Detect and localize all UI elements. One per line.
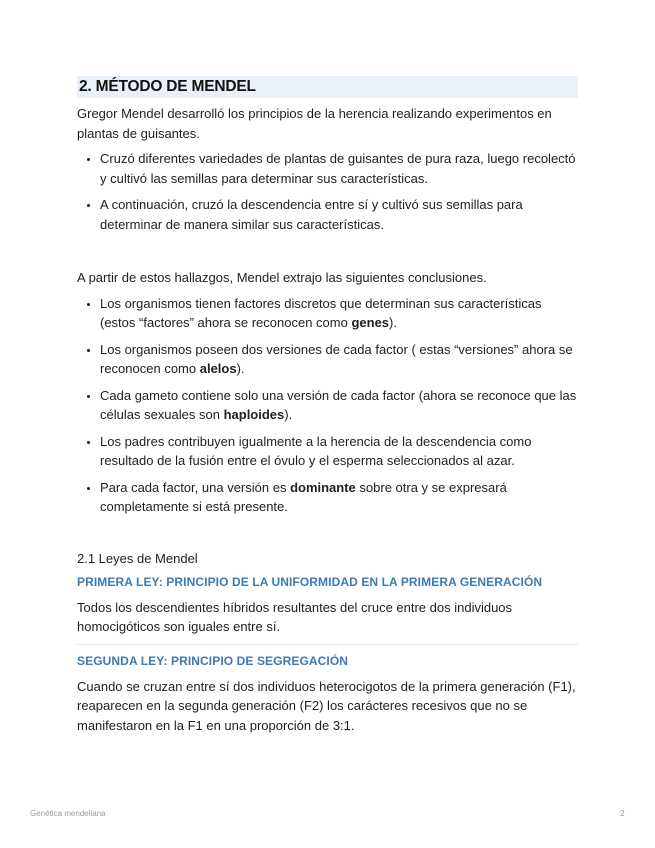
- section-heading: 2. MÉTODO DE MENDEL: [77, 76, 578, 98]
- page-number: 2: [620, 809, 625, 818]
- subsection-title: 2.1 Leyes de Mendel: [77, 550, 198, 566]
- page-content: [77, 76, 578, 742]
- law-text: Cuando se cruzan entre sí dos individuos heterocigotos de la primera generación (F1), reaparecen en la segunda generación (F2) los carácteres recesivos que no se manifestaron en la F1 en una proporción de 3:1.: [77, 678, 576, 733]
- conclusions-list: [77, 294, 578, 517]
- key-term: alelos: [199, 361, 237, 376]
- intro-paragraph: Gregor Mendel desarrolló los principios de la herencia realizando experimentos en plantas de guisantes.: [77, 106, 552, 141]
- steps-list: [77, 149, 578, 234]
- law-title: SEGUNDA LEY: PRINCIPIO DE SEGREGACIÓN: [77, 653, 349, 668]
- list-item: • Para cada factor, una versión es dominante sobre otra y se expresará completamente si está presente.: [100, 478, 578, 517]
- key-term: haploides: [223, 407, 285, 422]
- key-term: dominante: [290, 479, 356, 495]
- list-item: • Los organismos tienen factores discretos que determinan sus características (estos “factores” ahora se reconocen como genes).: [100, 294, 578, 333]
- list-item: • Los organismos poseen dos versiones de cada factor ( estas “versiones” ahora se reconocen como alelos).: [100, 340, 578, 379]
- list-item: • A continuación, cruzó la descendencia entre sí y cultivó sus semillas para determinar de manera similar sus características.: [100, 195, 578, 234]
- divider: [77, 644, 578, 645]
- list-item: • Cada gameto contiene solo una versión de cada factor (ahora se reconoce que las células sexuales son haploides).: [100, 386, 578, 425]
- law-title: PRIMERA LEY: PRINCIPIO DE LA UNIFORMIDAD EN LA PRIMERA GENERACIÓN: [77, 574, 543, 589]
- list-item: • Los padres contribuyen igualmente a la herencia de la descendencia como resultado de la fusión entre el óvulo y el esperma seleccionados al azar.: [100, 432, 578, 471]
- law-text: Todos los descendientes híbridos resultantes del cruce entre dos individuos homocigóticos son iguales entre sí.: [77, 599, 513, 634]
- list-item: • Cruzó diferentes variedades de plantas de guisantes de pura raza, luego recolectó y cultivó las semillas para determinar sus características.: [100, 149, 578, 188]
- key-term: genes: [351, 315, 390, 330]
- conclusions-intro: A partir de estos hallazgos, Mendel extrajo las siguientes conclusiones.: [77, 270, 487, 285]
- footer-title: Genética mendeliana: [30, 809, 106, 818]
